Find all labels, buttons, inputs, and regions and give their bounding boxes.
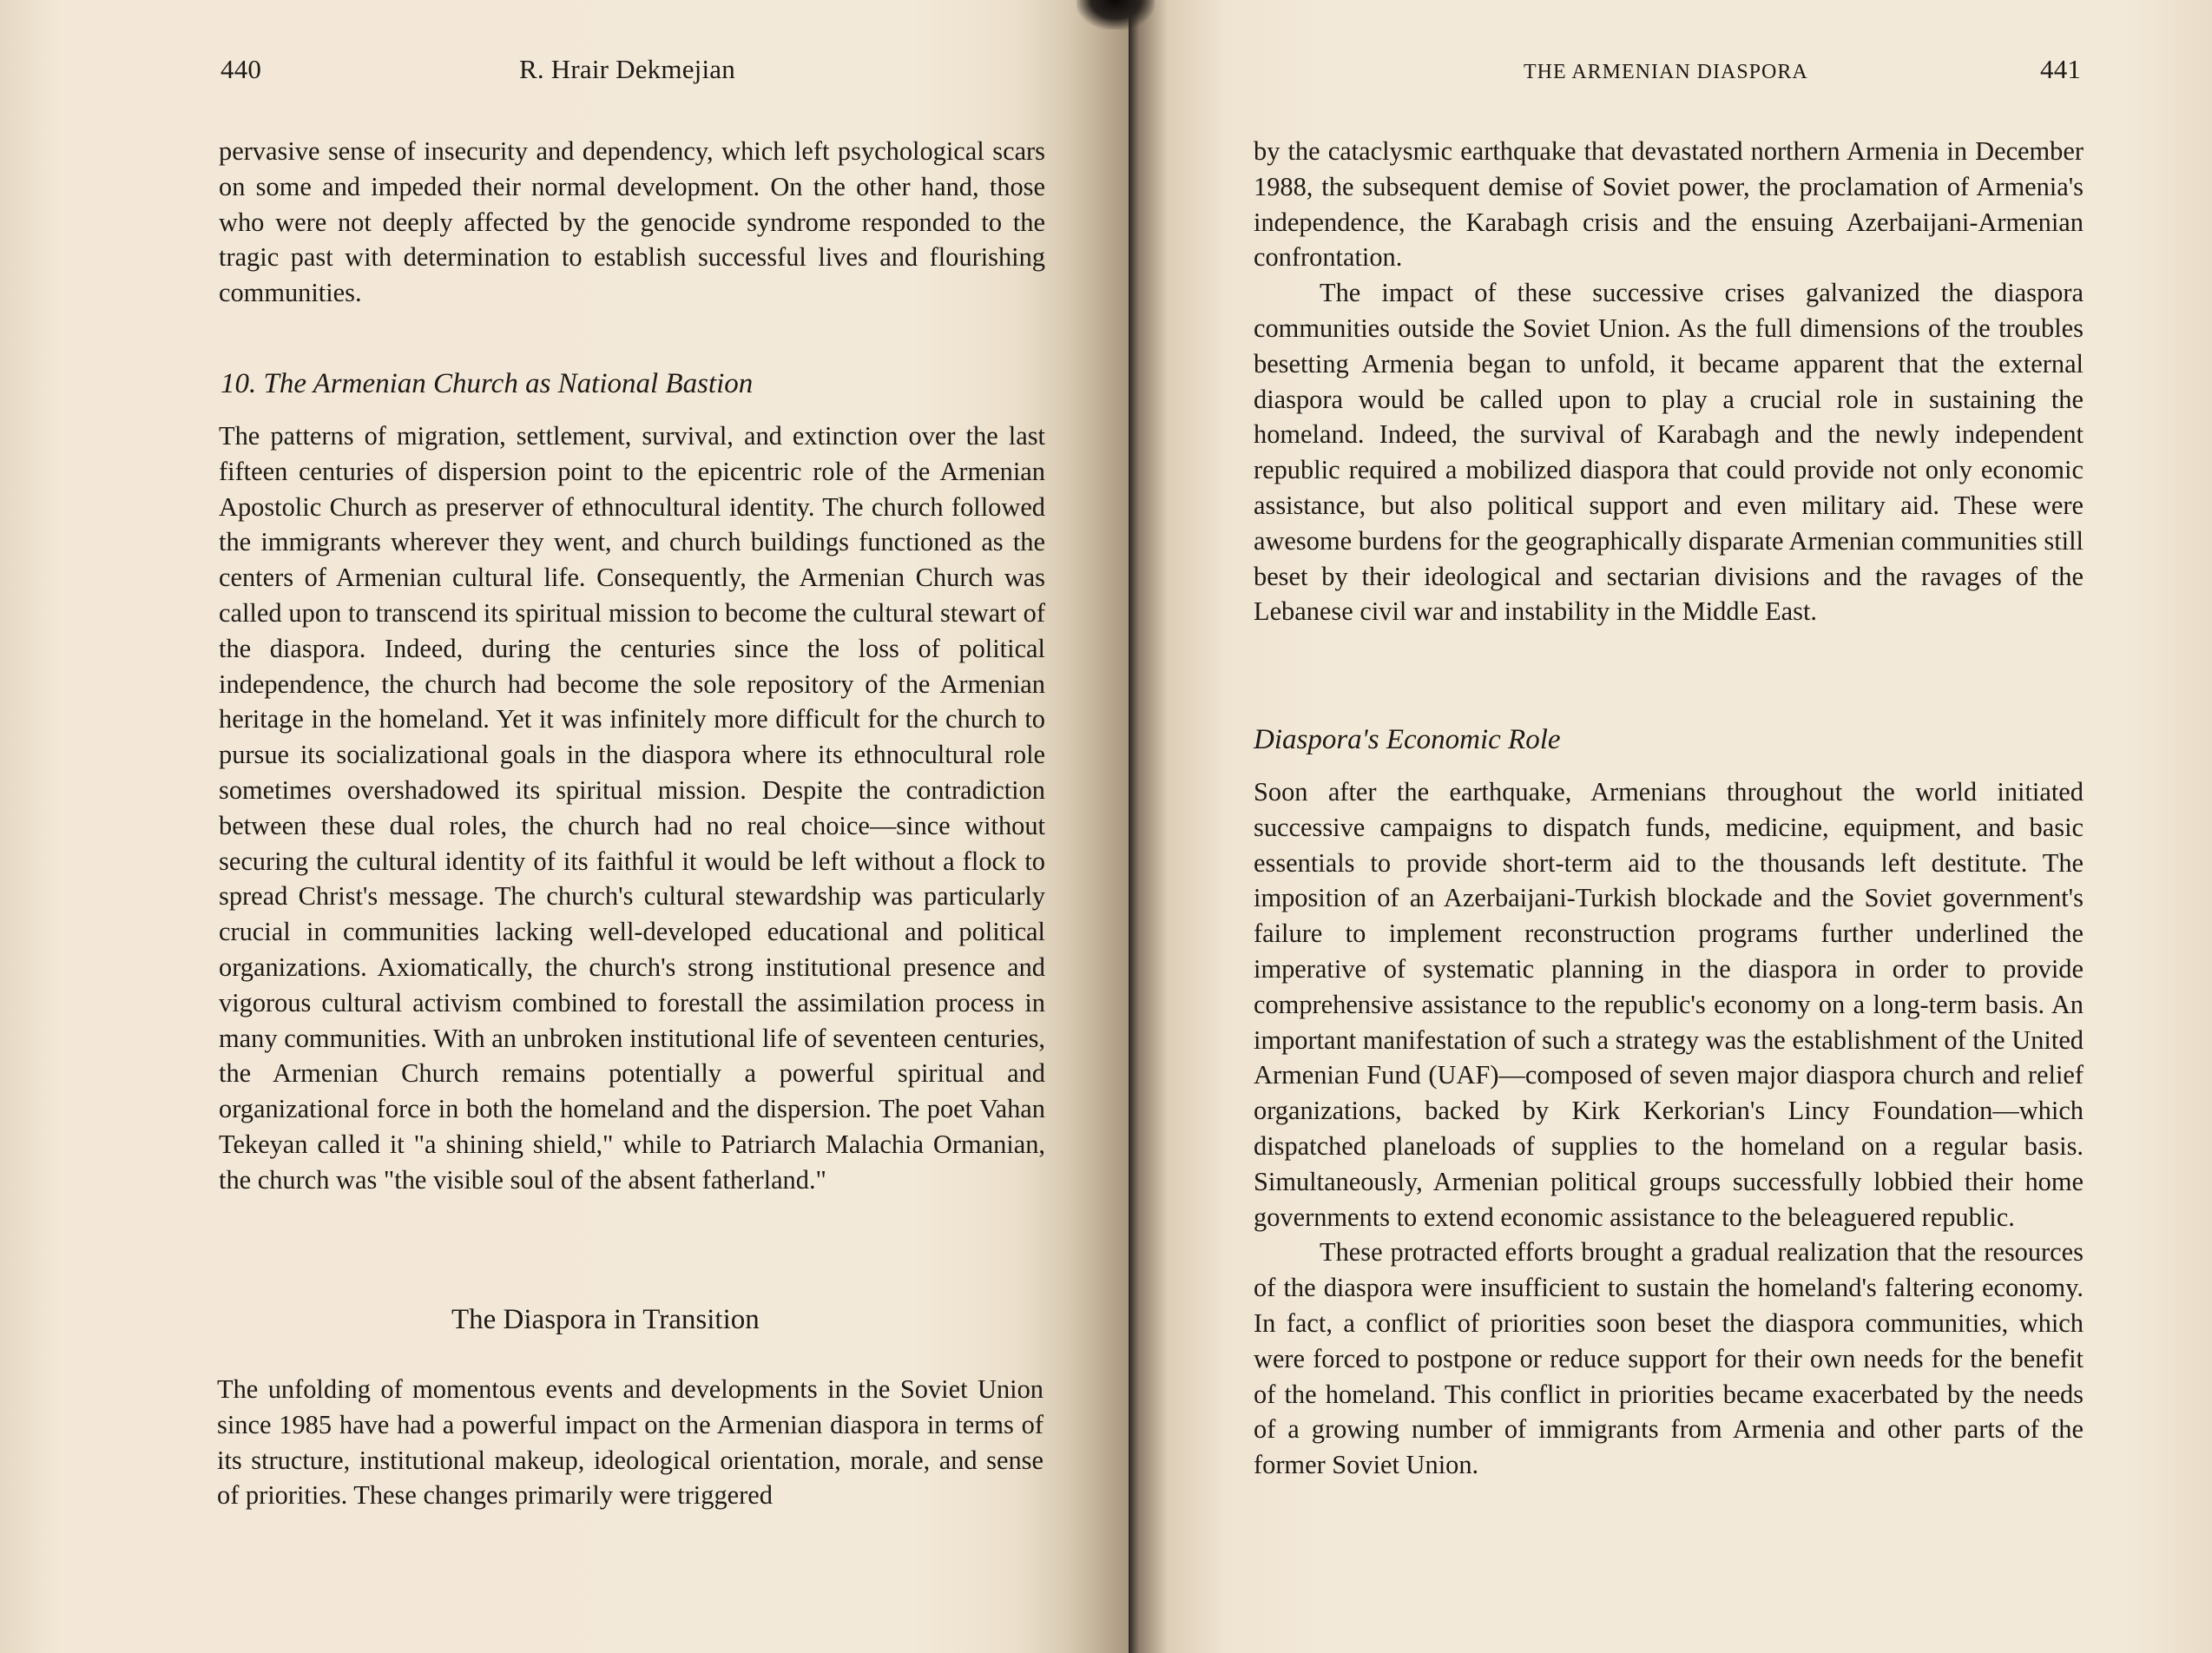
intro-paragraph: pervasive sense of insecurity and dependency, which left psychological scars on some and impeded their normal development. On the other hand, those who were not deeply affected by the genocide syndrome responded to the tragic past with determination to establish successful lives and flourishing communities. (219, 136, 1045, 308)
section-heading-church: 10. The Armenian Church as National Bastion (221, 368, 754, 399)
section-heading-economic: Diaspora's Economic Role (1254, 724, 1561, 755)
right-page-number: 441 (2040, 54, 2082, 84)
right-economic-block (1254, 774, 2084, 1483)
continuation-paragraph: by the cataclysmic earthquake that devastated northern Armenia in December 1988, the subsequent demise of Soviet power, the proclamation of Armenia's independence, the Karabagh crisis and the ensuing Azerbaijani-Armenian confrontation. (1254, 136, 2084, 273)
left-running-head: R. Hrair Dekmejian (519, 54, 735, 84)
left-page-number: 440 (221, 54, 262, 84)
transition-paragraph: The unfolding of momentous events and developments in the Soviet Union since 1985 have had a powerful impact on the Armenian diaspora in terms of its structure, institutional makeup, ideological orientation, morale, and sense of priorities. These changes primarily were triggered (217, 1374, 1043, 1511)
right-continuation-block (1254, 134, 2084, 629)
left-transition-block (217, 1372, 1043, 1513)
left-church-block (219, 418, 1045, 1198)
section-heading-transition: The Diaspora in Transition (451, 1304, 760, 1335)
left-intro-block (219, 134, 1045, 311)
right-running-head: THE ARMENIAN DIASPORA (1524, 61, 1808, 83)
efforts-paragraph: These protracted efforts brought a gradual realization that the resources of the diaspora were insufficient to sustain the homeland's faltering economy. In fact, a conflict of priorities soon beset the diaspora communities, which were forced to postpone or reduce support for their own needs for the benefit of the homeland. This conflict in priorities became exacerbated by the needs of a growing number of immigrants from Armenia and other parts of the former Soviet Union. (1254, 1237, 2084, 1480)
binding-shadow (1076, 0, 1155, 30)
impact-paragraph: The impact of these successive crises galvanized the diaspora communities outside the Soviet Union. As the full dimensions of the troubles besetting Armenia began to unfold, it became apparent that the external diaspora would be called upon to play a crucial role in sustaining the homeland. Indeed, the survival of Karabagh and the newly independent republic required a mobilized diaspora that could provide not only economic assistance, but also political support and even military aid. These were awesome burdens for the geographically disparate Armenian communities still beset by their ideological and sectarian divisions and the ravages of the Lebanese civil war and instability in the Middle East. (1254, 278, 2084, 627)
right-page (1129, 0, 2212, 1653)
church-paragraph: The patterns of migration, settlement, survival, and extinction over the last fifteen centuries of dispersion point to the epicentric role of the Armenian Apostolic Church as preserver of ethnocultural identity. The church followed the immigrants wherever they went, and church buildings functioned as the centers of Armenian cultural life. Consequently, the Armenian Church was called upon to transcend its spiritual mission to become the cultural stewart of the diaspora. Indeed, during the centuries since the loss of political independence, the church had become the sole repository of the Armenian heritage in the homeland. Yet it was infinitely more difficult for the church to pursue its socializational goals in the diaspora where its ethnocultural role sometimes overshadowed its spiritual mission. Despite the contradiction between these dual roles, the church had no real choice—since without securing the cultural identity of its faithful it would be left without a flock to spread Christ's message. The church's cultural stewardship was particularly crucial in communities lacking well-developed educational and political organizations. Axiomatically, the church's strong institutional presence and vigorous cultural activism combined to forestall the assimilation process in many communities. With an unbroken institutional life of seventeen centuries, the Armenian Church remains potentially a powerful spiritual and organizational force in both the homeland and the dispersion. The poet Vahan Tekeyan called it "a shining shield," while to Patriarch Malachia Ormanian, the church was "the visible soul of the absent fatherland." (219, 421, 1045, 1195)
economic-paragraph: Soon after the earthquake, Armenians throughout the world initiated successive campaigns to dispatch funds, medicine, equipment, and basic essentials to provide short-term aid to the thousands left destitute. The imposition of an Azerbaijani-Turkish blockade and the Soviet government's failure to implement reconstruction programs further underlined the imperative of systematic planning in the diaspora in order to provide comprehensive assistance to the republic's economy on a long-term basis. An important manifestation of such a strategy was the establishment of the United Armenian Fund (UAF)—composed of seven major diaspora church and relief organizations, backed by Kirk Kerkorian's Lincy Foundation—which dispatched planeloads of supplies to the homeland on a regular basis. Simultaneously, Armenian political groups successfully lobbied their home governments to extend economic assistance to the beleaguered republic. (1254, 777, 2084, 1232)
